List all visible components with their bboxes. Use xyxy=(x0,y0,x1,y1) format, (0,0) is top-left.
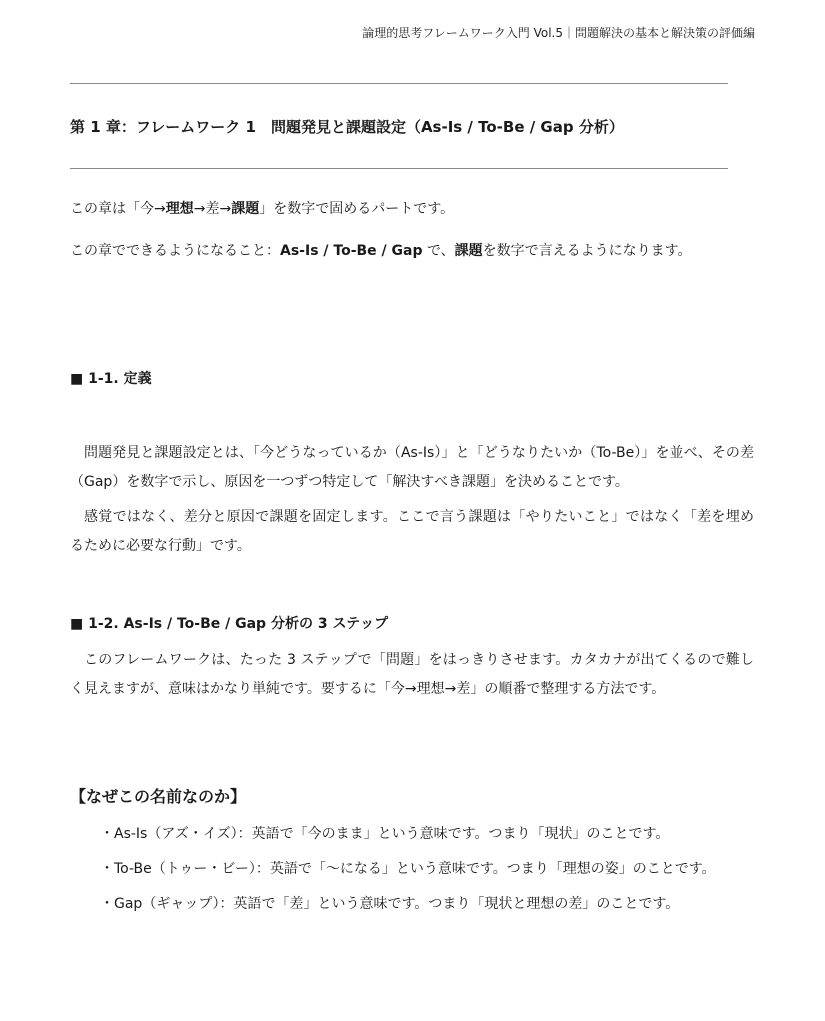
divider-top xyxy=(70,83,728,84)
intro-line-1-bold-ideal: 理想 xyxy=(165,201,194,217)
running-header: 論理的思考フレームワーク入門 Vol.5｜問題解決の基本と解決策の評価編 xyxy=(362,26,755,40)
intro-line-2-bold-framework: As-Is / To-Be / Gap xyxy=(280,243,423,259)
intro-line-2-text: この章でできるようになること： xyxy=(70,243,280,259)
intro-line-2-text: を数字で言えるようになります。 xyxy=(482,243,692,259)
definition-paragraph-1: 問題発見と課題設定とは、「今どうなっているか（As-Is）」と「どうなりたいか（To-Be）」を並べ、その差（Gap）を数字で示し、原因を一つずつ特定して「解決すべき課題」を決めることです。 xyxy=(70,445,754,490)
intro-line-2 xyxy=(70,240,692,260)
section-heading-definition: ■ 1-1. 定義 xyxy=(70,371,152,387)
section-heading-three-steps: ■ 1-2. As-Is / To-Be / Gap 分析の 3 ステップ xyxy=(70,616,389,632)
intro-line-1-text: →差→ xyxy=(193,201,232,217)
list-item: ・Gap（ギャップ）：英語で「差」という意味です。つまり「現状と理想の差」のことです。 xyxy=(100,896,680,912)
intro-line-1-text: この章は「今→ xyxy=(70,201,166,217)
intro-line-1-bold-issue: 課題 xyxy=(231,201,260,217)
intro-line-1-text: 」を数字で固めるパートです。 xyxy=(259,201,455,217)
intro-line-1 xyxy=(70,198,454,218)
naming-list xyxy=(100,820,746,925)
naming-heading: 【なぜこの名前なのか】 xyxy=(70,787,247,806)
intro-line-2-text: で、 xyxy=(422,243,455,259)
list-item: ・As-Is（アズ・イズ）：英語で「今のまま」という意味です。つまり「現状」のことです。 xyxy=(100,826,670,842)
intro-line-2-bold-issue: 課題 xyxy=(454,243,483,259)
definition-paragraph-2: 感覚ではなく、差分と原因で課題を固定します。ここで言う課題は「やりたいこと」ではなく「差を埋めるために必要な行動」です。 xyxy=(70,509,754,554)
three-steps-paragraph: このフレームワークは、たった 3 ステップで「問題」をはっきりさせます。カタカナが出てくるので難しく見えますが、意味はかなり単純です。要するに「今→理想→差」の順番で整理する方法です。 xyxy=(70,652,754,697)
list-item: ・To-Be（トゥー・ビー）：英語で「〜になる」という意味です。つまり「理想の姿」のことです。 xyxy=(100,861,716,877)
chapter-title: 第 1 章：フレームワーク 1 問題発見と課題設定（As-Is / To-Be / Gap 分析） xyxy=(70,118,624,136)
divider-bottom xyxy=(70,168,728,169)
